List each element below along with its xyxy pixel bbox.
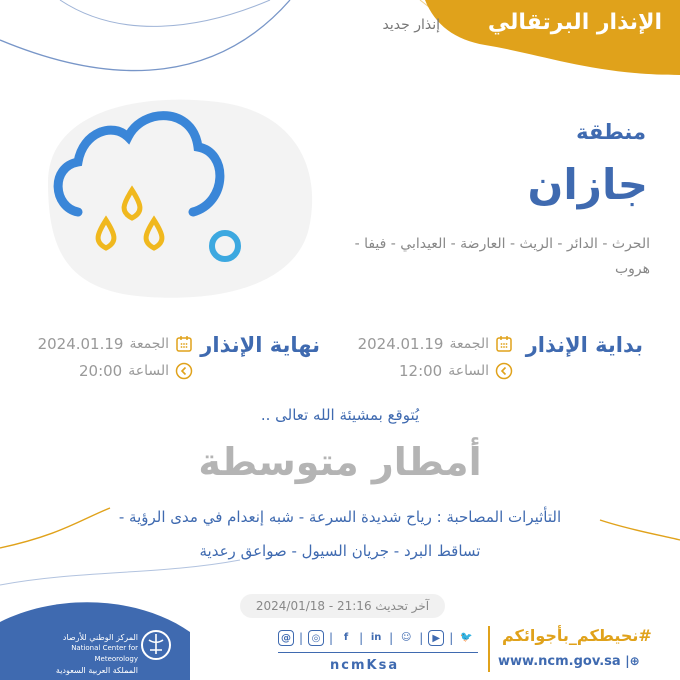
last-updated-value: 2024/01/18 - 21:16 (255, 599, 372, 613)
footer-divider (278, 652, 478, 653)
start-date: 2024.01.19 (357, 335, 444, 353)
start-date-line (358, 335, 513, 353)
org-name-en: National Center for Meteorology (71, 644, 138, 663)
region-areas: الحرث - الدائر - الريث - العارضة - العيدابي - فيفا - هروب (354, 236, 650, 277)
footer-vertical-divider (488, 626, 490, 672)
start-day: الجمعة (449, 336, 489, 352)
website-text[interactable]: www.ncm.gov.sa (498, 654, 621, 669)
end-time-label: الساعة (128, 363, 169, 379)
social-icons: @ | ◎ | f | in | ☺ | ▶ | 🐦 (278, 630, 474, 646)
end-title: نهاية الإنذار (200, 333, 320, 357)
last-updated-label: آخر تحديث (375, 599, 430, 613)
youtube-icon[interactable]: ▶ (428, 630, 444, 646)
hazard-title: أمطار متوسطة (198, 440, 482, 484)
threads-icon[interactable]: @ (278, 630, 294, 646)
calendar-icon (495, 335, 513, 353)
twitter-icon[interactable]: 🐦 (460, 632, 473, 643)
start-title: بداية الإنذار (525, 333, 643, 357)
end-time-line (76, 362, 193, 380)
ncm-logo-text (50, 632, 138, 676)
end-time: 20:00 (78, 362, 123, 380)
hashtag: #نحيطكم_بأجوائكم (502, 626, 652, 645)
warning-badge-title: الإنذار البرتقالي (487, 10, 662, 35)
effects-line-2: تساقط البرد - جريان السيول - صواعق رعدية (199, 542, 481, 560)
facebook-icon[interactable]: f (343, 632, 349, 643)
end-date-line (38, 335, 193, 353)
start-time-line (396, 362, 513, 380)
last-updated (240, 594, 445, 618)
clock-arrow-icon (175, 362, 193, 380)
new-warning-label: إنذار جديد (382, 17, 440, 33)
social-handle: ncmKsa (330, 658, 400, 673)
expectation-text: يُتوقع بمشيئة الله تعالى .. (260, 406, 420, 424)
ncm-emblem-icon (140, 628, 172, 662)
start-time: 12:00 (398, 362, 443, 380)
linkedin-icon[interactable]: in (370, 632, 382, 643)
snapchat-icon[interactable]: ☺ (400, 632, 412, 643)
website-link[interactable] (498, 654, 640, 669)
start-time-label: الساعة (448, 363, 489, 379)
end-date: 2024.01.19 (37, 335, 124, 353)
calendar-icon (175, 335, 193, 353)
effects-line-1: التأثيرات المصاحبة : رياح شديدة السرعة - شبه إنعدام في مدى الرؤية - (118, 508, 562, 526)
org-name-ar2: المملكة العربية السعودية (55, 666, 138, 675)
end-day: الجمعة (129, 336, 169, 352)
region-name: جازان (527, 160, 648, 209)
org-name-ar: المركز الوطني للأرصاد (62, 633, 138, 642)
region-label: منطقة (576, 120, 646, 144)
globe-icon: |⊕ (625, 654, 640, 668)
cloud-rain-icon (28, 92, 328, 302)
instagram-icon[interactable]: ◎ (308, 630, 324, 646)
clock-arrow-icon (495, 362, 513, 380)
